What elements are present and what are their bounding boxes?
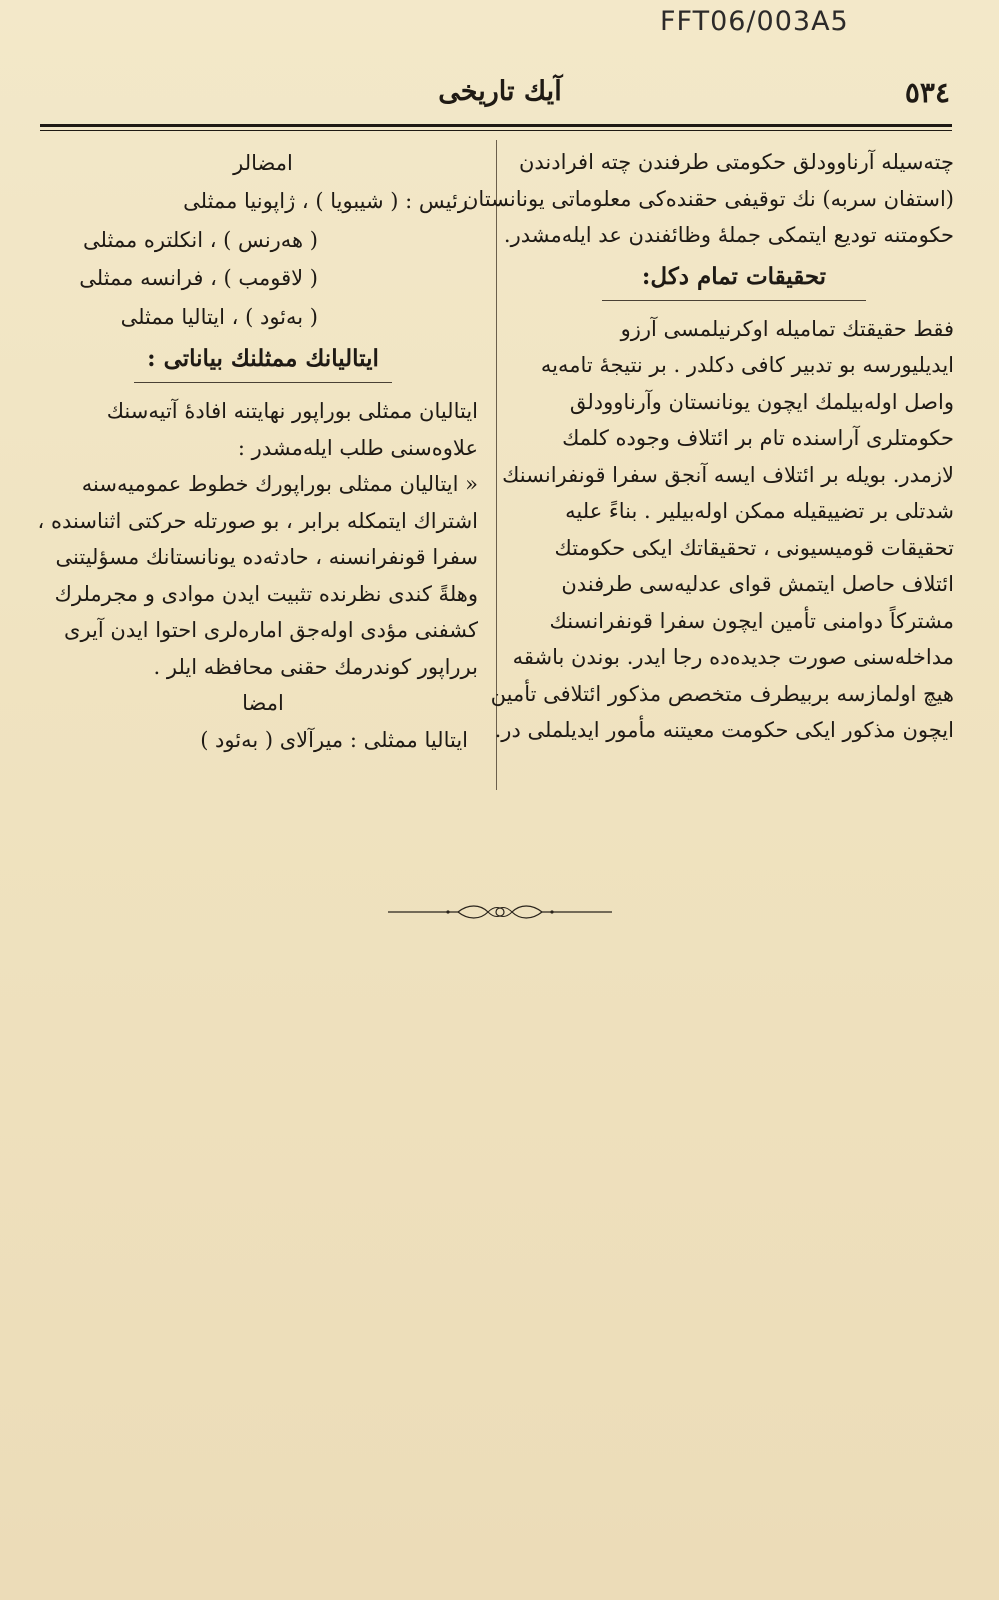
text-line: سفرا قونفرانسنه ، حادثه‌ده یونانستانك مسؤلیتنی [55, 545, 478, 569]
text-line: تحقیقات قومیسیونی ، تحقیقاتك ایکی حکومتك [554, 535, 954, 560]
text-line: چته‌سیله آرناوودلق حکومتی طرفندن چته افرادندن [518, 150, 954, 174]
text-line: وهلةً کندی نظرنده تثبیت ایدن موادی و مجرملرك [54, 581, 478, 606]
statement-paragraph [37, 393, 478, 685]
closing-signature-title: امضا [242, 691, 284, 715]
text-line: اشتراك ایتمکله برابر ، بو صورتله حرکتی اثناسنده ، [37, 508, 478, 533]
flourish-ornament [388, 900, 612, 924]
intro-paragraph [463, 144, 954, 254]
section-heading: تحقیقات تمام دکل: [641, 262, 827, 290]
text-line: ائتلاف حاصل ایتمش قوای عدلیه‌سی طرفندن [561, 572, 954, 596]
text-line: حکومتلری آراسنده تام بر ائتلاف وجوده کلمك [562, 426, 954, 450]
signatures-title: امضالر [233, 151, 293, 175]
text-line: لازمدر. بویله بر ائتلاف ایسه آنجق سفرا قونفرانسنك [502, 462, 954, 487]
text-line: ایدیلیورسه بو تدبیر کافی دکلدر . بر نتیجه‌ٔ تامه‌یه [540, 353, 954, 377]
section-heading: ایتالیانك ممثلنك بیاناتی : [147, 345, 379, 372]
signature-line: رئیس : ( شیبویا ) ، ژاپونیا ممثلی [183, 189, 468, 213]
right-column [463, 144, 954, 749]
text-line: برراپور کوندرمك حقنی محافظه ایلر . [153, 654, 478, 679]
running-title: آیك تاریخی [438, 76, 562, 107]
page-number: ٥٣٤ [904, 76, 950, 109]
header-rule [40, 124, 952, 127]
archive-code-stamp: FFT06/003A5 [660, 6, 849, 37]
left-column [37, 144, 478, 760]
heading-rule [134, 382, 392, 383]
signature-line: ( به‌ئود ) ، ایتالیا ممثلی [120, 304, 318, 329]
text-line: هیچ اولمازسه بربیطرف متخصص مذکور ائتلافی تأمین [490, 681, 954, 706]
text-line: مشترکاً دوامنی تأمین ایچون سفرا قونفرانسنك [549, 608, 954, 633]
closing-signature: ایتالیا ممثلی : میرآلای ( به‌ئود ) [200, 728, 468, 752]
text-line: فقط حقیقتك تماميله اوكرنيلمسی آرزو [620, 316, 954, 341]
text-line: علاوه‌سنی طلب ایله‌مشدر : [237, 435, 478, 460]
text-line: واصل اوله‌بیلمك ایچون یونانستان وآرناوودلق [569, 389, 954, 414]
signature-line: ( هه‌رنس ) ، انکلتره ممثلی [83, 227, 318, 252]
text-line: ایچون مذکور ایکی حکومت معیتنه مأمور ایدیلملی در. [494, 718, 954, 742]
text-line: (استفان سربه) نك توقیفی حقنده‌کی معلوماتی یونانستان [463, 186, 954, 211]
text-line: مداخله‌سنی صورت جدیده‌ده رجا ایدر. بوندن باشقه [512, 645, 954, 669]
text-line: شدتلی بر تضییقیله ممکن اوله‌بیلیر . بناءً علیه [565, 499, 954, 523]
heading-rule [602, 300, 866, 301]
text-line: حکومتنه تودیع ایتمکی جمله‌ٔ وظائفندن عد ایله‌مشدر. [503, 223, 954, 247]
text-line: کشفنی مؤدی اوله‌جق اماره‌لری احتوا ایدن آیری [64, 618, 478, 642]
text-line: ایتالیان ممثلی بوراپور نهایتنه افاده‌ٔ آتیه‌سنك [106, 399, 478, 423]
text-line: « ایتالیان ممثلی بوراپورك خطوط عمومیه‌سنه [81, 472, 478, 496]
signature-line: ( لاقومب ) ، فرانسه ممثلی [79, 266, 318, 290]
body-paragraph [490, 311, 954, 749]
